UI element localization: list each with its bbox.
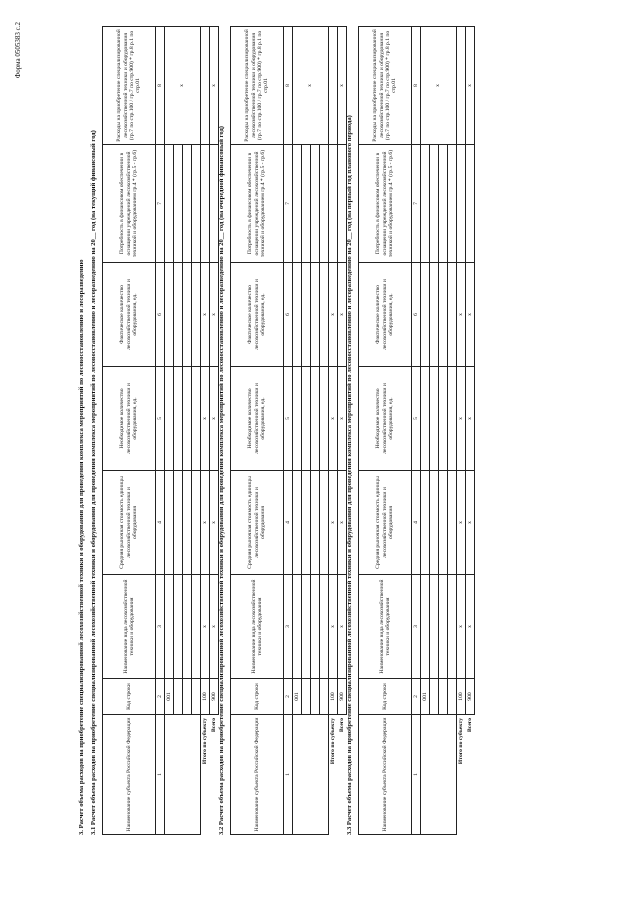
- x-mark: x: [457, 575, 466, 679]
- col-number: 8: [284, 27, 293, 145]
- subject-name-cell[interactable]: [421, 715, 457, 835]
- col-number: 7: [412, 145, 421, 263]
- x-mark: x: [210, 575, 219, 679]
- row-code: 001: [293, 679, 302, 715]
- col-number: 1: [156, 715, 165, 835]
- x-mark: x: [338, 471, 347, 575]
- row-code: 100: [457, 679, 466, 715]
- total-label: Всего: [466, 718, 473, 732]
- col-header: Средняя рыночная стоимость единицы лесохозяйственной техники и оборудования: [103, 471, 156, 575]
- col-header: Фактическое количество лесохозяйственной техники и оборудования, ед.: [103, 263, 156, 367]
- col-header: Потребность в финансовом обеспечении в оснащении учреждений лесохозяйственной техникой и оборудованием гр.4 * (гр.5 - гр.6): [359, 145, 412, 263]
- x-mark: x: [457, 367, 466, 471]
- x-mark: x: [466, 575, 475, 679]
- x-mark: x: [466, 263, 475, 367]
- x-mark: x: [201, 575, 210, 679]
- row-code: 100: [201, 679, 210, 715]
- col-number: 5: [412, 367, 421, 471]
- col-number: 1: [284, 715, 293, 835]
- col-number: 2: [412, 679, 421, 715]
- row-code: 100: [329, 679, 338, 715]
- table-row: [311, 27, 320, 835]
- col-header: Средняя рыночная стоимость единицы лесохозяйственной техники и оборудования: [359, 471, 412, 575]
- col-header: Фактическое количество лесохозяйственной техники и оборудования, ед.: [359, 263, 412, 367]
- col-header: Наименование вида лесохозяйственной техники и оборудования: [231, 575, 284, 679]
- x-mark: x: [421, 27, 457, 145]
- section-title-3-1: 3.1 Расчет объема расходов на приобретение специализированной лесохозяйственной техники и оборудования для проведения комплекса мероприятий по лесовосстановлению и лесоразведению на 20__ год (на текущий финансовый год): [90, 130, 97, 835]
- x-mark: x: [466, 27, 475, 145]
- col-number: 7: [284, 145, 293, 263]
- col-number: 6: [156, 263, 165, 367]
- document-heading: 3. Расчет объема расходов на приобретение специализированной лесохозяйственной техники и оборудования для проведения комплекса мероприятий по лесовосстановлению и лесоразведению: [78, 259, 85, 835]
- table-row: [302, 27, 311, 835]
- row-code: 900: [338, 679, 347, 715]
- col-number: 4: [156, 471, 165, 575]
- col-number: 5: [156, 367, 165, 471]
- subtotal-label: Итого по субъекту: [330, 718, 337, 765]
- col-header: Наименование субъекта Российской Федерации: [359, 715, 412, 835]
- x-mark: x: [466, 471, 475, 575]
- col-number: 5: [284, 367, 293, 471]
- x-mark: x: [210, 263, 219, 367]
- col-header: Необходимое количество лесохозяйственной техники и оборудования, ед.: [359, 367, 412, 471]
- col-number: 8: [412, 27, 421, 145]
- col-number: 6: [412, 263, 421, 367]
- col-number: 3: [156, 575, 165, 679]
- col-number: 4: [284, 471, 293, 575]
- table-header-row: [231, 27, 284, 835]
- col-number: 7: [156, 145, 165, 263]
- col-header: Наименование субъекта Российской Федерации: [103, 715, 156, 835]
- col-number: 2: [284, 679, 293, 715]
- col-header: Код строки: [103, 679, 156, 715]
- row-code: 900: [466, 679, 475, 715]
- total-row: [466, 27, 475, 835]
- subtotal-label: Итого по субъекту: [458, 718, 465, 765]
- table-3-1: [102, 26, 219, 835]
- table-3-3: [358, 26, 475, 835]
- x-mark: x: [210, 471, 219, 575]
- x-mark: x: [201, 263, 210, 367]
- section-title-3-2: 3.2 Расчет объема расходов на приобретение специализированной лесохозяйственной техники и оборудования для проведения комплекса мероприятий по лесовосстановлению и лесоразведению на 20__ год (на очередной финансовый год): [218, 125, 225, 835]
- x-mark: x: [457, 263, 466, 367]
- col-header: Необходимое количество лесохозяйственной техники и оборудования, ед.: [103, 367, 156, 471]
- subtotal-row: [329, 27, 338, 835]
- table-header-row: [103, 27, 156, 835]
- x-mark: x: [201, 367, 210, 471]
- subtotal-row: [201, 27, 210, 835]
- table-header-row: [359, 27, 412, 835]
- x-mark: x: [329, 575, 338, 679]
- col-header: Средняя рыночная стоимость единицы лесохозяйственной техники и оборудования: [231, 471, 284, 575]
- col-header: Наименование субъекта Российской Федерации: [231, 715, 284, 835]
- table-row: [448, 27, 457, 835]
- x-mark: x: [210, 27, 219, 145]
- col-header: Наименование вида лесохозяйственной техники и оборудования: [359, 575, 412, 679]
- col-header: Код строки: [359, 679, 412, 715]
- table-row: [165, 27, 174, 835]
- x-mark: x: [338, 263, 347, 367]
- col-header: Код строки: [231, 679, 284, 715]
- section-title-3-3: 3.3 Расчет объема расходов на приобретение специализированной лесохозяйственной техники и оборудования для проведения комплекса мероприятий по лесовосстановлению и лесоразведению на 20__ год (на первый год планового периода): [346, 115, 353, 835]
- table-row: [320, 27, 329, 835]
- x-mark: x: [457, 471, 466, 575]
- table-row: [421, 27, 430, 835]
- table-3-2: [230, 26, 347, 835]
- subtotal-label: Итого по субъекту: [202, 718, 209, 765]
- col-header: Расходы на приобретение специализированной лесохозяйственной техники и оборудования (гр.7 по стр.100 / гр.7 по стр.900) * гр.8 р.1 по стр.01: [231, 27, 284, 145]
- col-number: 6: [284, 263, 293, 367]
- col-number: 3: [412, 575, 421, 679]
- x-mark: x: [201, 471, 210, 575]
- x-mark: x: [338, 575, 347, 679]
- x-mark: x: [466, 367, 475, 471]
- x-mark: x: [329, 263, 338, 367]
- subject-name-cell[interactable]: [165, 715, 201, 835]
- x-mark: x: [210, 367, 219, 471]
- table-row: [293, 27, 302, 835]
- column-number-row: [156, 27, 165, 835]
- table-row: [183, 27, 192, 835]
- row-code: 001: [165, 679, 174, 715]
- col-number: 3: [284, 575, 293, 679]
- col-header: Расходы на приобретение специализированной лесохозяйственной техники и оборудования (гр.7 по стр.100 / гр.7 по стр.900) * гр.8 р.1 по стр.01: [359, 27, 412, 145]
- row-code: 900: [210, 679, 219, 715]
- x-mark: x: [338, 27, 347, 145]
- column-number-row: [412, 27, 421, 835]
- x-mark: x: [329, 471, 338, 575]
- col-header: Расходы на приобретение специализированной лесохозяйственной техники и оборудования (гр.7 по стр.100 / гр.7 по стр.900) * гр.8 р.1 по стр.01: [103, 27, 156, 145]
- col-header: Необходимое количество лесохозяйственной техники и оборудования, ед.: [231, 367, 284, 471]
- column-number-row: [284, 27, 293, 835]
- col-number: 8: [156, 27, 165, 145]
- total-label: Всего: [338, 718, 345, 732]
- x-mark: x: [293, 27, 329, 145]
- x-mark: x: [165, 27, 201, 145]
- col-header: Фактическое количество лесохозяйственной техники и оборудования, ед.: [231, 263, 284, 367]
- form-code: Форма 0505383 с.2: [14, 22, 22, 79]
- col-header: Потребность в финансовом обеспечении в оснащении учреждений лесохозяйственной техникой и оборудованием гр.4 * (гр.5 - гр.6): [231, 145, 284, 263]
- col-header: Наименование вида лесохозяйственной техники и оборудования: [103, 575, 156, 679]
- subtotal-row: [457, 27, 466, 835]
- subject-name-cell[interactable]: [293, 715, 329, 835]
- row-code: 001: [421, 679, 430, 715]
- table-row: [192, 27, 201, 835]
- total-label: Всего: [210, 718, 217, 732]
- col-header: Потребность в финансовом обеспечении в оснащении учреждений лесохозяйственной техникой и оборудованием гр.4 * (гр.5 - гр.6): [103, 145, 156, 263]
- col-number: 1: [412, 715, 421, 835]
- x-mark: x: [338, 367, 347, 471]
- col-number: 2: [156, 679, 165, 715]
- table-row: [430, 27, 439, 835]
- x-mark: x: [329, 367, 338, 471]
- table-row: [439, 27, 448, 835]
- table-row: [174, 27, 183, 835]
- col-number: 4: [412, 471, 421, 575]
